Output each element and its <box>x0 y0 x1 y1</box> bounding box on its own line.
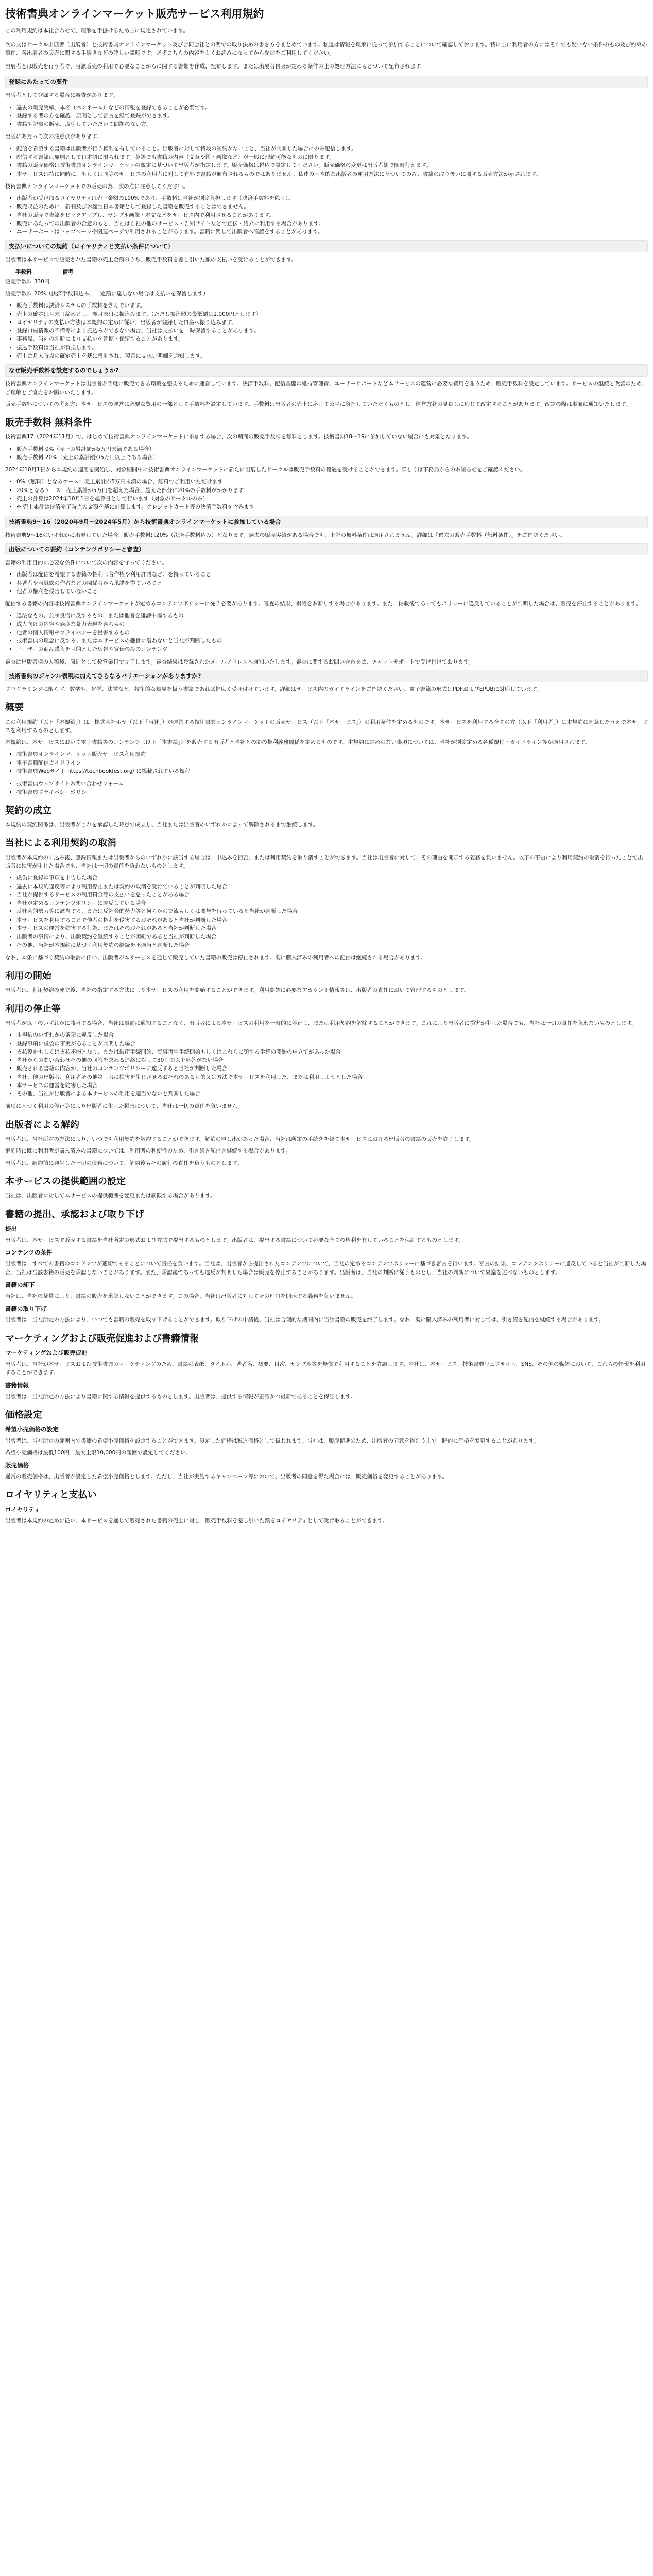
bullet-list <box>5 104 648 129</box>
list-item: • 登録事項に虚偽の事実があることが判明した場合 <box>16 1040 648 1048</box>
section-heading: ロイヤリティと支払い <box>5 1489 97 1501</box>
bullet-list <box>5 612 648 653</box>
list-item: • 出版者は配信を希望する書籍の権利（著作権や利用許諾など）を持っていること <box>16 570 648 579</box>
list-item: • 売上の確定は月末日締めとし、翌月末日に振込みます。（ただし振込額の最低額は1,000円とします） <box>16 310 648 318</box>
intro-paragraph: 出展者とは販売を行う者で、当該販売の利用で必要なことがらに関する書類を作成、配布します。または出展者自身が定める条件の上の処理方法にもとづいて配布されます。 <box>5 63 426 70</box>
section-heading: 利用の停止等 <box>5 1003 61 1014</box>
paragraph: 出版者は、当社所定の方法により、いつでも利用契約を解約することができます。解約の申し出があった場合、当社は所定の手続きを経て本サービスにおける出版者の書籍の販売を終了します。 <box>5 1136 475 1143</box>
list-item: • 当社、他の出版者、利用者その他第三者に損害を生じさせるおそれのある目的又は方法で本サービスを利用した、または利用しようとした場合 <box>16 1073 648 1081</box>
list-item: • 出版者が受け取るロイヤリティは売上金額の100%であり、手数料は当社が別途負担します（決済手数料を除く）。 <box>16 194 648 202</box>
subsection-heading: 登録にあたっての要件 <box>5 76 648 88</box>
paragraph: 販売手数料 20%（決済手数料込み、一定額に達しない場合は支払いを保留します） <box>5 291 209 297</box>
section-heading: 出版者による解約 <box>5 1119 79 1130</box>
subsection-heading: なぜ販売手数料を設定するのでしょうか? <box>5 364 648 377</box>
bullet-list <box>5 194 648 236</box>
paragraph: 販売手数料 330円 <box>5 278 50 285</box>
paragraph: この利用規約（以下「本規約」）は、株式会社ホヤ（以下「当社」）が運営する技術書典オンラインマーケットの販売サービス（以下「本サービス」）の利用条件を定めるものです。本サービスを利用する全ての方（以下「利用者」）は本規約に同意したうえで本サービスを利用するものとします。 <box>5 719 648 734</box>
intro-section <box>5 27 648 71</box>
list-item: • 技術書典プライバシーポリシー <box>16 788 648 796</box>
list-item: • 配信する書籍は原則として日本語に限られます。英語でも書籍の内容（文章や図・画像など）が一般に理解可能なものに限ります。 <box>16 153 648 161</box>
subheading: 提出 <box>5 1225 17 1232</box>
paragraph: 出版者は、本サービスで販売する書籍を当社所定の形式および方法で提出するものとします。出版者は、提出する書籍について必要な全ての権利を有していることを保証するものとします。 <box>5 1237 464 1244</box>
paragraph: 技術書典オンラインマーケットは出版者が手軽に販売できる環境を整えるために運営しています。決済手数料、配信基盤の維持管理費、ユーザーサポートなど本サービスの運営に必要な費用を賄うため、販売手数料を設定しています。サービスの継続と改善のため、ご理解とご協力をお願いいたします。 <box>5 381 647 396</box>
paragraph: 出版者は、解約前に発生した一切の債務について、解約後もその履行の責任を負うものとします。 <box>5 1160 243 1166</box>
subsection-heading: 支払いについての規約（ロイヤリティと支払い条件について） <box>5 240 648 252</box>
list-item: • 当社の販売で書籍をピックアップし、サンプル画像・本文などをサービス内で利用させることがあります。 <box>16 211 648 219</box>
paragraph: 出版者は本サービスで販売された書籍の売上金額のうち、販売手数料を差し引いた額の支払いを受けることができます。 <box>5 257 297 263</box>
list-item: • 振込手数料は当社が負担します。 <box>16 344 648 352</box>
list-item: • ユーザーポートはトップページや関連ページで利用されることがあります。書籍に関して出版者へ確認をすることがあります。 <box>16 228 648 236</box>
paragraph: 2024年10月1日から本規約の適用を開始し、対象期間中に技術書典オンラインマーケットに新たに出展したサークルは販売手数料の優遇を受けることができます。詳しくは事務局からのお知らせをご確認ください。 <box>5 467 526 473</box>
terms-body <box>5 76 648 1525</box>
paragraph: 希望小売価格は最低100円、最大上限10,000円の範囲で設定してください。 <box>5 1449 192 1456</box>
list-item: • 事務局、当社の判断により支払いを延期・保留することがあります。 <box>16 335 648 343</box>
bullet-list <box>5 478 648 511</box>
list-item: • 共著者や表紙絵の作者などの関係者から承諾を得ていること <box>16 579 648 587</box>
page-title: 技術書典オンラインマーケット販売サービス利用規約 <box>5 8 264 20</box>
list-item: • 技術書典Webサイト https://techbookfest.org/ に掲載されている規程 <box>16 767 648 775</box>
list-item: • 電子書籍配信ガイドライン <box>16 759 648 767</box>
paragraph: 出版者は、当社所定の範囲内で書籍の希望小売価格を設定することができます。設定した価格は税込価格として扱われます。当社は、販売促進のため、出版者の同意を得たうえで一時的に価格を変更することがあります。 <box>5 1437 539 1444</box>
intro-paragraph: 次の文はサークル出展者（出展者）と技術書典オンラインマーケット及び合同会社との間での取り決めの書き方をまとめています。私達は情報を理解に従って参加することについて確認しております。特に主に利用者の方にはそれでも疑いない条件のもの及び約束の事件、各出展者の販売に関する手続きなどの詳しい説明です。必ずこちらの内容をよくお読みになってから参加をご利用してください。 <box>5 41 647 56</box>
bullet-list <box>5 1031 648 1098</box>
subsection-heading: 出版についての要約（コンテンツポリシーと審査） <box>5 543 648 555</box>
list-item: • 虚偽に登録の事項を申告した場合 <box>16 874 648 882</box>
section-heading: マーケティングおよび販売促進および書籍情報 <box>5 1333 199 1344</box>
paragraph: 出版者が以下のいずれかに該当する場合、当社は事前に通知することなく、出版者による本サービスの利用を一時的に停止し、または利用契約を解除することができます。これにより出版者に損害が生じた場合でも、当社は一切の責任を負わないものとします。 <box>5 1020 637 1027</box>
paragraph: 本規約は、本サービスにおいて電子書籍等のコンテンツ（以下「本書籍」）を販売する出版者と当社との間の権利義務関係を定めるものです。本規約に定めのない事項については、当社が別途定める各種規程・ガイドライン等が適用されます。 <box>5 739 591 746</box>
bullet-list <box>5 301 648 360</box>
list-item: • 当社からの問い合わせその他の回答を求める連絡に対して30日間以上応答がない場合 <box>16 1056 648 1064</box>
bullet-list <box>5 145 648 178</box>
list-item: • 本サービスの運営を妨害する行為、またはそのおそれがあると当社が判断した場合 <box>16 924 648 933</box>
subheading: 書籍の却下 <box>5 1281 35 1289</box>
subheading: 書籍の取り下げ <box>5 1305 47 1313</box>
subheading: コンテンツの条件 <box>5 1249 53 1257</box>
list-item: • 販売収益のために、新刊及びお誕生日本書籍として登録した書籍を販売することはできません。 <box>16 202 648 211</box>
subheading: 書籍情報 <box>5 1381 29 1389</box>
list-item: • 販売にあたっての出版者の合意のもと、当社は自社の他のサービス・告知サイトなどで宣伝・紹介に利用する場合があります。 <box>16 219 648 228</box>
paragraph: 出版者は、すべての書籍のコンテンツが適切であることについて責任を負います。当社は、出版者から提出されたコンテンツについて、当社の定めるコンテンツポリシーに基づき審査を行います。審査の結果、コンテンツポリシーに違反していると当社が判断した場合、当社は当該書籍の販売を承認しないことがあります。また、承認後であっても違反が判明した場合は販売を停止することがあります。出版者は、当社の判断に従うものとし、当社の判断について異議を述べないものとします。 <box>5 1261 646 1276</box>
subsection-heading: 技術書典9〜16（2020年9月〜2024年5月）から技術書典オンラインマーケットに参加している場合 <box>5 516 648 528</box>
list-item: • 書籍の販売価格は技術書典オンラインマーケットの規定に基づいて出版者が指定します。販売価格は税込で設定してください。販売価格の変更は出版者側で随時行えます。 <box>16 161 648 170</box>
table-header-cell: 手数料 <box>15 268 32 275</box>
paragraph: 出版者は本規約の定めに従い、本サービスを通じて販売された書籍の売上に対し、販売手数料を差し引いた額をロイヤリティとして受け取ることができます。 <box>5 1517 388 1524</box>
list-item: • 売上の計算は2024年10月1日を起算日として行います（対象のサークルのみ） <box>16 495 648 503</box>
list-item: • 売上は月末時点の確定売上を基に集計され、翌月に支払い明細を通知します。 <box>16 352 648 360</box>
bullet-list <box>5 570 648 596</box>
bullet-list <box>5 445 648 462</box>
section-heading: 価格設定 <box>5 1410 42 1421</box>
list-item: • 成人向けの内容や過度な暴力表現を含むもの <box>16 620 648 629</box>
bullet-list <box>5 779 648 796</box>
paragraph: 出版者は、当社所定の方法により、いつでも書籍の販売を取り下げることができます。取り下げの申請後、当社は合理的な期間内に当該書籍の販売を終了します。なお、既に購入済みの利用者に対しては、引き続き配信を継続する場合があります。 <box>5 1317 604 1324</box>
table-header-cell: 備考 <box>62 268 74 275</box>
section-heading: 販売手数料 無料条件 <box>5 417 92 429</box>
list-item: • 当社が定めるコンテンツポリシーに違反している場合 <box>16 899 648 907</box>
paragraph: 当社は、出版者に対して本サービスの提供範囲を変更または制限する場合があります。 <box>5 1193 216 1199</box>
list-item: • 登録する者の方を確認、原則として審査を経て登録ができます。 <box>16 112 648 120</box>
paragraph: 技術書典9〜16のいずれかに出展していた場合、販売手数料は20%（決済手数料込み）となります。過去の販売実績がある場合でも、上記の無料条件は適用されません。詳細は「過去の販売手数料（無料条件）」をご確認ください。 <box>5 532 565 538</box>
paragraph: 技術書典17（2024年11月）で、はじめて技術書典オンラインマーケットに参加する場合、次の期間の販売手数料を無料とします。技術書典18〜19に参加していない場合にも対象となります。 <box>5 434 472 440</box>
list-item: • 過去の販売実績、本名（ペンネーム）などの情報を登録できることが必要です。 <box>16 104 648 112</box>
paragraph: 技術書典オンラインマーケットでの販売の為、次の点に注意してください。 <box>5 183 189 190</box>
paragraph: なお、本条に基づく契約の取消に伴い、出版者が本サービスを通じて販売していた書籍の販売は停止されます。既に購入済みの利用者への配信は継続される場合があります。 <box>5 954 426 961</box>
list-item: • 技術書典オンラインマーケット販売サービス利用規約 <box>16 750 648 758</box>
subheading: マーケティングおよび販売促進 <box>5 1349 88 1357</box>
list-item: • その他、当社が出版者による本サービスの利用を適当でないと判断した場合 <box>16 1090 648 1098</box>
bullet-list <box>5 874 648 949</box>
paragraph: 出版者は、当社所定の方法により書籍に関する情報を提供するものとします。出版者は、提供する情報が正確かつ最新であることを保証します。 <box>5 1393 356 1400</box>
section-heading: 本サービスの提供範囲の設定 <box>5 1176 126 1187</box>
section-heading: 概要 <box>5 702 24 714</box>
list-item: • 販売手数料は決済システムの手数料を含んでいます。 <box>16 301 648 310</box>
list-item: • 0%（無料）となるケース：売上累計が5万円未満の場合、無料でご利用いただけます <box>16 478 648 486</box>
paragraph: 通常の販売価格は、出版者が設定した希望小売価格とします。ただし、当社が実施するキャンペーン等において、出版者の同意を得た場合には、販売価格を変更することがあります。 <box>5 1473 448 1480</box>
list-item: • 本サービスを利用することで他者の権利を侵害するおそれがあると当社が判断した場合 <box>16 916 648 924</box>
paragraph: 出版者として登録する場合に審査があります。 <box>5 92 118 99</box>
paragraph: プログラミングに限らず、数学や、化学、法学など、技術的な知見を扱う書籍であれば幅広く受け付けています。詳細はサービス内のガイドラインをご確認ください。電子書籍の形式はPDFおよびEPUBに対応しています。 <box>5 686 542 693</box>
paragraph: 前項に基づく利用の停止等により出版者に生じた損害について、当社は一切の責任を負いません。 <box>5 1103 244 1110</box>
list-item: • 反社会的勢力等に該当する、または反社会的勢力等と何らかの交流もしくは関与を行っていると当社が判断した場合 <box>16 907 648 916</box>
fee-table-header <box>5 268 648 276</box>
list-item: • その他、当社が本規約に基づく利用契約の継続を不適当と判断した場合 <box>16 941 648 950</box>
paragraph: 書籍の利用目的に必要な条件について次の内容を守ってください。 <box>5 560 167 566</box>
paragraph: 出版者は、利用契約の成立後、当社の指定する方法により本サービスの利用を開始することができます。利用開始に必要なアカウント情報等は、出版者の責任において管理するものとします。 <box>5 987 470 994</box>
list-item: • 違法なもの、公序良俗に反するもの、または他者を誹謗中傷するもの <box>16 612 648 620</box>
subheading: 希望小売価格の設定 <box>5 1426 59 1433</box>
section-heading: 利用の開始 <box>5 971 51 982</box>
list-item: • 登録口座情報の不備等により振込みができない場合、当社は支払いを一時保留することがあります。 <box>16 327 648 335</box>
bullet-list <box>5 750 648 775</box>
paragraph: 出版者が本規約の申込み後、登録情報または出版者からのいずれかに該当する場合は、申込みを拒否、または利用契約を取り消すことができます。当社は出版者に対して、その理由を開示する義務を負いません。以下の事由により利用契約の取消を行ったことで出版者に損害が生じた場合でも、当社は一切の責任を負わないものとします。 <box>5 854 643 870</box>
list-item: • 販売手数料 0%（売上の累計額が5万円未満である場合） <box>16 445 648 453</box>
paragraph: 出版者は、当社が本サービスおよび技術書典のマーケティングのため、書籍の表紙、タイトル、著者名、概要、目次、サンプル等を無償で利用することを許諾します。当社は、本サービス、技術書典ウェブサイト、SNS、その他の媒体において、これらの情報を利用することができます。 <box>5 1361 646 1376</box>
paragraph: 出版にあたって次の注意点があります。 <box>5 133 102 140</box>
subheading: ロイヤリティ <box>5 1505 40 1513</box>
intro-paragraph: この利用規約は本社合わせて、理解を手掛けるため主に規定されています。 <box>5 28 188 35</box>
list-item: • 出版者の事情により、出版契約を継続することが困難であると当社が判断した場合 <box>16 933 648 941</box>
subsection-heading: 技術書典のジャンル表現に加えてさらなるバリエーションがありますか? <box>5 670 648 682</box>
paragraph: 販売手数料についての考え方：本サービスの運営に必要な費用の一部として手数料を設定しています。手数料は出版者の売上に応じて公平に負担していただくものとし、運営方針の見直しに応じて改定することがあります。改定の際は事前に通知いたします。 <box>5 401 631 408</box>
paragraph: 審査は出版者様の入稿後、原則として数営業日で完了します。審査結果は登録されたメールアドレスへ通知いたします。審査に関するお問い合わせは、チャットサポートで受け付けております。 <box>5 658 474 665</box>
section-heading: 契約の成立 <box>5 805 51 816</box>
paragraph: 本規約の契約関係は、出版者がこれを承認した時点で成立し、当社または出版者のいずれかによって解除されるまで継続します。 <box>5 822 319 828</box>
list-item: • ロイヤリティの支払い方法は本規約の定めに従い、出版者が登録した口座へ振り込みます。 <box>16 318 648 327</box>
subheading: 販売価格 <box>5 1462 29 1469</box>
list-item: • 書籍や記事の販売、取引していただいて問題のない方。 <box>16 120 648 128</box>
section-heading: 書籍の提出、承認および取り下げ <box>5 1209 144 1220</box>
list-item: • 配信を希望する書籍は出版者が行う権利を有していること。出版者に対して特段の制約がないこと、当社が判断した場合にのみ配信します。 <box>16 145 648 153</box>
list-item: • 本サービスの運営を妨害した場合 <box>16 1081 648 1090</box>
list-item: • 過去に本規約違反等により利用停止または契約の取消を受けていることが判明した場合 <box>16 883 648 891</box>
list-item: • 販売される書籍の内容が、当社のコンテンツポリシーに違反すると当社が判断した場合 <box>16 1064 648 1073</box>
paragraph: 解約時に既に利用者が購入済みの書籍については、利用者の利便性のため、引き続き配信を継続する場合があります。 <box>5 1148 291 1155</box>
paragraph: 配信する書籍の内容は技術書典オンラインマーケットが定めるコンテンツポリシーに従う必要があります。審査の結果、掲載をお断りする場合があります。また、掲載後であってもポリシーに違反していることが判明した場合は、販売を停止することがあります。 <box>5 601 642 607</box>
paragraph: 当社は、当社の裁量により、書籍の販売を承認しないことができます。この場合、当社は出版者に対してその理由を開示する義務を負いません。 <box>5 1293 357 1300</box>
list-item: • 支払停止もしくは支払不能となり、または破産手続開始、民事再生手続開始もしくはこれらに類する手続の開始の申立てがあった場合 <box>16 1048 648 1056</box>
list-item: • 本サービスは特に同時に、もしくは同等のサービスの利用者に対して有料で書籍が頒布されるものではありません。私達の基本的な出版者の運用方法に基づいてのみ、書籍の取り扱いに関する販売方法が示されます。 <box>16 170 648 178</box>
list-item: • 他者の個人情報やプライバシーを侵害するもの <box>16 629 648 637</box>
section-heading: 当社による利用契約の取消 <box>5 838 116 849</box>
list-item: • 販売手数料 20%（売上の累計額が5万円以上である場合） <box>16 453 648 462</box>
list-item: • ※ 売上累計は決済完了時点の金額を基に計算します。クレジットカード等の決済手数料を含みます <box>16 503 648 511</box>
list-item: • ユーザーの商品購入を目的とした広告や宣伝のみのコンテンツ <box>16 645 648 653</box>
list-item: • 20%となるケース：売上累計が5万円を超えた場合、超えた部分に20%の手数料がかかります <box>16 486 648 495</box>
list-item: • 当社が提供するサービスの利用料金等の支払いを怠ったことがある場合 <box>16 891 648 899</box>
list-item: • 技術書典ウェブサイトお問い合わせフォーム <box>16 779 648 788</box>
list-item: • 本規約のいずれかの条項に違反した場合 <box>16 1031 648 1039</box>
list-item: • 他者の権利を侵害していないこと <box>16 587 648 596</box>
list-item: • 技術書典の理念に反する、または本サービスの趣旨に沿わないと当社が判断したもの <box>16 637 648 645</box>
